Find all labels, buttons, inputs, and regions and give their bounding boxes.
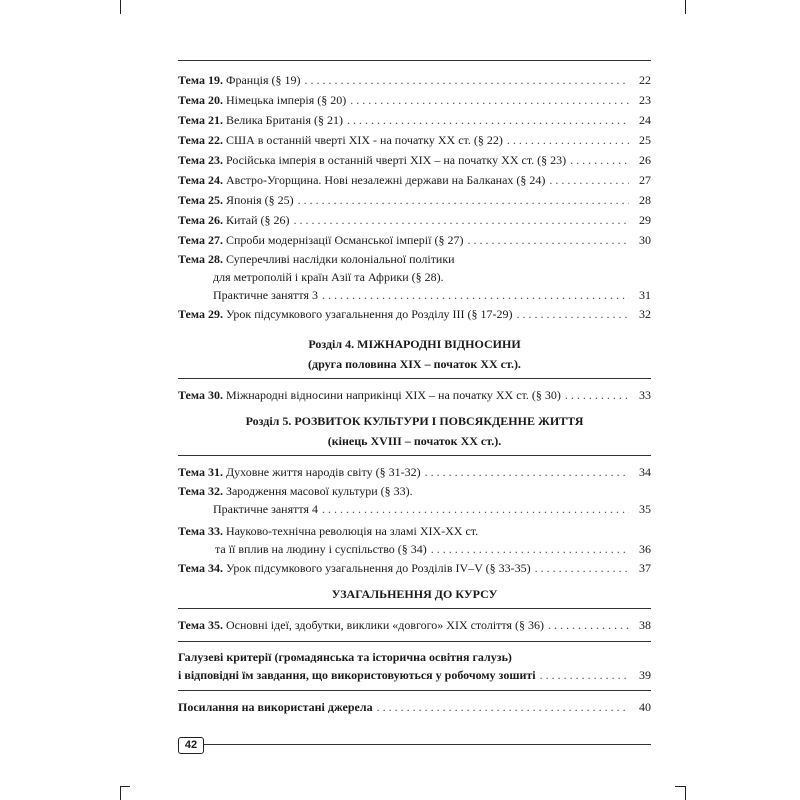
section-4-title: Розділ 4. МІЖНАРОДНІ ВІДНОСИНИ [308,337,521,351]
toc-entry-28-line3 [178,286,651,304]
entry-title: Суперечливі наслідки колоніальної політики [225,252,455,266]
toc-entry [178,558,651,578]
crop-mark-bottom-left-v [120,786,121,800]
dot-leader [425,462,629,482]
section-divider [178,455,651,456]
toc-entry [178,170,651,190]
dot-leader [322,286,629,304]
entry-number: Тема 24. [178,173,223,187]
entry-title: Китай (§ 26) [225,213,290,227]
toc-entry-28-line1 [178,250,651,268]
entry-page: 28 [639,193,651,207]
entry-title: Міжнародні відносини наприкінці XIX – на початку XX ст. (§ 30) [225,388,561,402]
entry-number: Тема 20. [178,93,223,107]
entry-title: Посилання на використані джерела [178,700,373,714]
section-4-subtitle: (друга половина XIX – початок XX ст.). [308,357,521,371]
toc-entry [178,462,651,482]
entry-number: Тема 27. [178,233,223,247]
toc-entry-28-line2: для метрополій і країн Азії та Африки (§ 28). [213,270,444,284]
entry-page: 38 [639,618,651,632]
toc-entry-references [178,697,651,717]
entry-page: 39 [639,668,651,682]
entry-title: Науково-технічна революція на зламі XIX-XX ст. [225,524,479,538]
entry-number: Тема 19. [178,73,223,87]
crop-mark-bottom-right-h [675,786,685,787]
toc-entry-32-line1 [178,482,651,500]
entry-title: Велика Британія (§ 21) [225,113,343,127]
dot-leader [322,500,629,518]
entry-number: Тема 28. [178,252,223,266]
entry-title: Спроби модернізації Османської імперії (§ 27) [225,233,464,247]
entry-title: Японія (§ 25) [225,193,294,207]
dot-leader [304,70,629,90]
dot-leader [548,615,629,635]
crop-mark-bottom-left-h [120,786,130,787]
entry-page: 26 [639,153,651,167]
entry-number: Тема 29. [178,307,223,321]
entry-title: Основні ідеї, здобутки, виклики «довгого» XIX століття (§ 36) [225,618,545,632]
crop-mark-top-left-v [120,0,121,14]
entry-page: 31 [639,288,651,302]
entry-page: 40 [639,700,651,714]
crop-mark-top-right-v [685,0,686,14]
section-divider [178,608,651,609]
footer-rule [178,744,651,745]
toc-entry-32-line2 [178,500,651,518]
toc-entry-33-line2 [178,540,651,558]
entry-page: 37 [639,561,651,575]
entry-page: 25 [639,133,651,147]
dot-leader [549,170,629,190]
toc-entry [178,150,651,170]
section-5-title: Розділ 5. РОЗВИТОК КУЛЬТУРИ І ПОВСЯКДЕННЕ ЖИТТЯ [245,414,584,428]
entry-page: 27 [639,173,651,187]
entry-title: і відповідні їм завдання, що використовуються у робочому зошиті [178,668,536,682]
section-5-subtitle: (кінець XVIII – початок XX ст.). [327,434,502,448]
entry-page: 35 [639,502,651,516]
dot-leader [431,540,629,558]
section-divider [178,378,651,379]
page-number: 42 [178,737,204,754]
toc-entry [178,615,651,635]
dot-leader [298,190,629,210]
entry-number: Тема 33. [178,524,223,538]
entry-number: Тема 26. [178,213,223,227]
dot-leader [377,697,629,717]
entry-number: Тема 22. [178,133,223,147]
dot-leader [294,210,629,230]
entry-page: 36 [639,542,651,556]
entry-title: США в останній чверті XIX - на початку XX ст. (§ 22) [225,133,503,147]
toc-entry [178,190,651,210]
toc-entry [178,210,651,230]
entry-title: Німецька імперія (§ 20) [225,93,347,107]
entry-page: 22 [639,73,651,87]
entry-title: Практичне заняття 4 [213,502,318,516]
toc-entry [178,304,651,324]
entry-page: 34 [639,465,651,479]
entry-title: Урок підсумкового узагальнення до Розділу III (§ 17-29) [225,307,513,321]
entry-title: Урок підсумкового узагальнення до Розділів IV–V (§ 33-35) [225,561,531,575]
entry-number: Тема 21. [178,113,223,127]
entry-title: Російська імперія в останній чверті XIX – на початку XX ст. (§ 23) [225,153,567,167]
dot-leader [467,230,629,250]
entry-page: 29 [639,213,651,227]
entry-number: Тема 35. [178,618,223,632]
dot-leader [540,666,629,684]
criteria-line2 [178,666,651,684]
dot-leader [350,90,629,110]
entry-number: Тема 23. [178,153,223,167]
dot-leader [347,110,629,130]
entry-page: 30 [639,233,651,247]
entry-page: 24 [639,113,651,127]
toc-entry [178,130,651,150]
entry-page: 23 [639,93,651,107]
toc-entry-33-line1 [178,522,651,540]
crop-mark-bottom-right-v [685,786,686,800]
entry-title: Зародження масової культури (§ 33). [225,484,413,498]
toc-entry [178,110,651,130]
toc-entry [178,90,651,110]
toc-entry [178,385,651,405]
entry-title: Практичне заняття 3 [213,288,318,302]
header-rule [178,60,651,61]
entry-title: Духовне життя народів світу (§ 31-32) [225,465,421,479]
section-general-title: УЗАГАЛЬНЕННЯ ДО КУРСУ [331,587,498,601]
toc-entry [178,70,651,90]
entry-page: 33 [639,388,651,402]
criteria-line1: Галузеві критерії (громадянська та історична освітня галузь) [178,650,512,664]
toc-entry [178,230,651,250]
section-divider [178,641,651,642]
entry-number: Тема 25. [178,193,223,207]
entry-title: та її вплив на людину і суспільство (§ 34) [215,542,427,556]
dot-leader [565,385,629,405]
dot-leader [517,304,629,324]
table-of-contents [178,70,651,717]
entry-number: Тема 34. [178,561,223,575]
section-divider [178,690,651,691]
entry-page: 32 [639,307,651,321]
entry-number: Тема 30. [178,388,223,402]
dot-leader [507,130,629,150]
dot-leader [570,150,629,170]
entry-title: Австро-Угорщина. Нові незалежні держави на Балканах (§ 24) [225,173,546,187]
dot-leader [535,558,629,578]
entry-title: Франція (§ 19) [225,73,301,87]
entry-number: Тема 32. [178,484,223,498]
entry-number: Тема 31. [178,465,223,479]
